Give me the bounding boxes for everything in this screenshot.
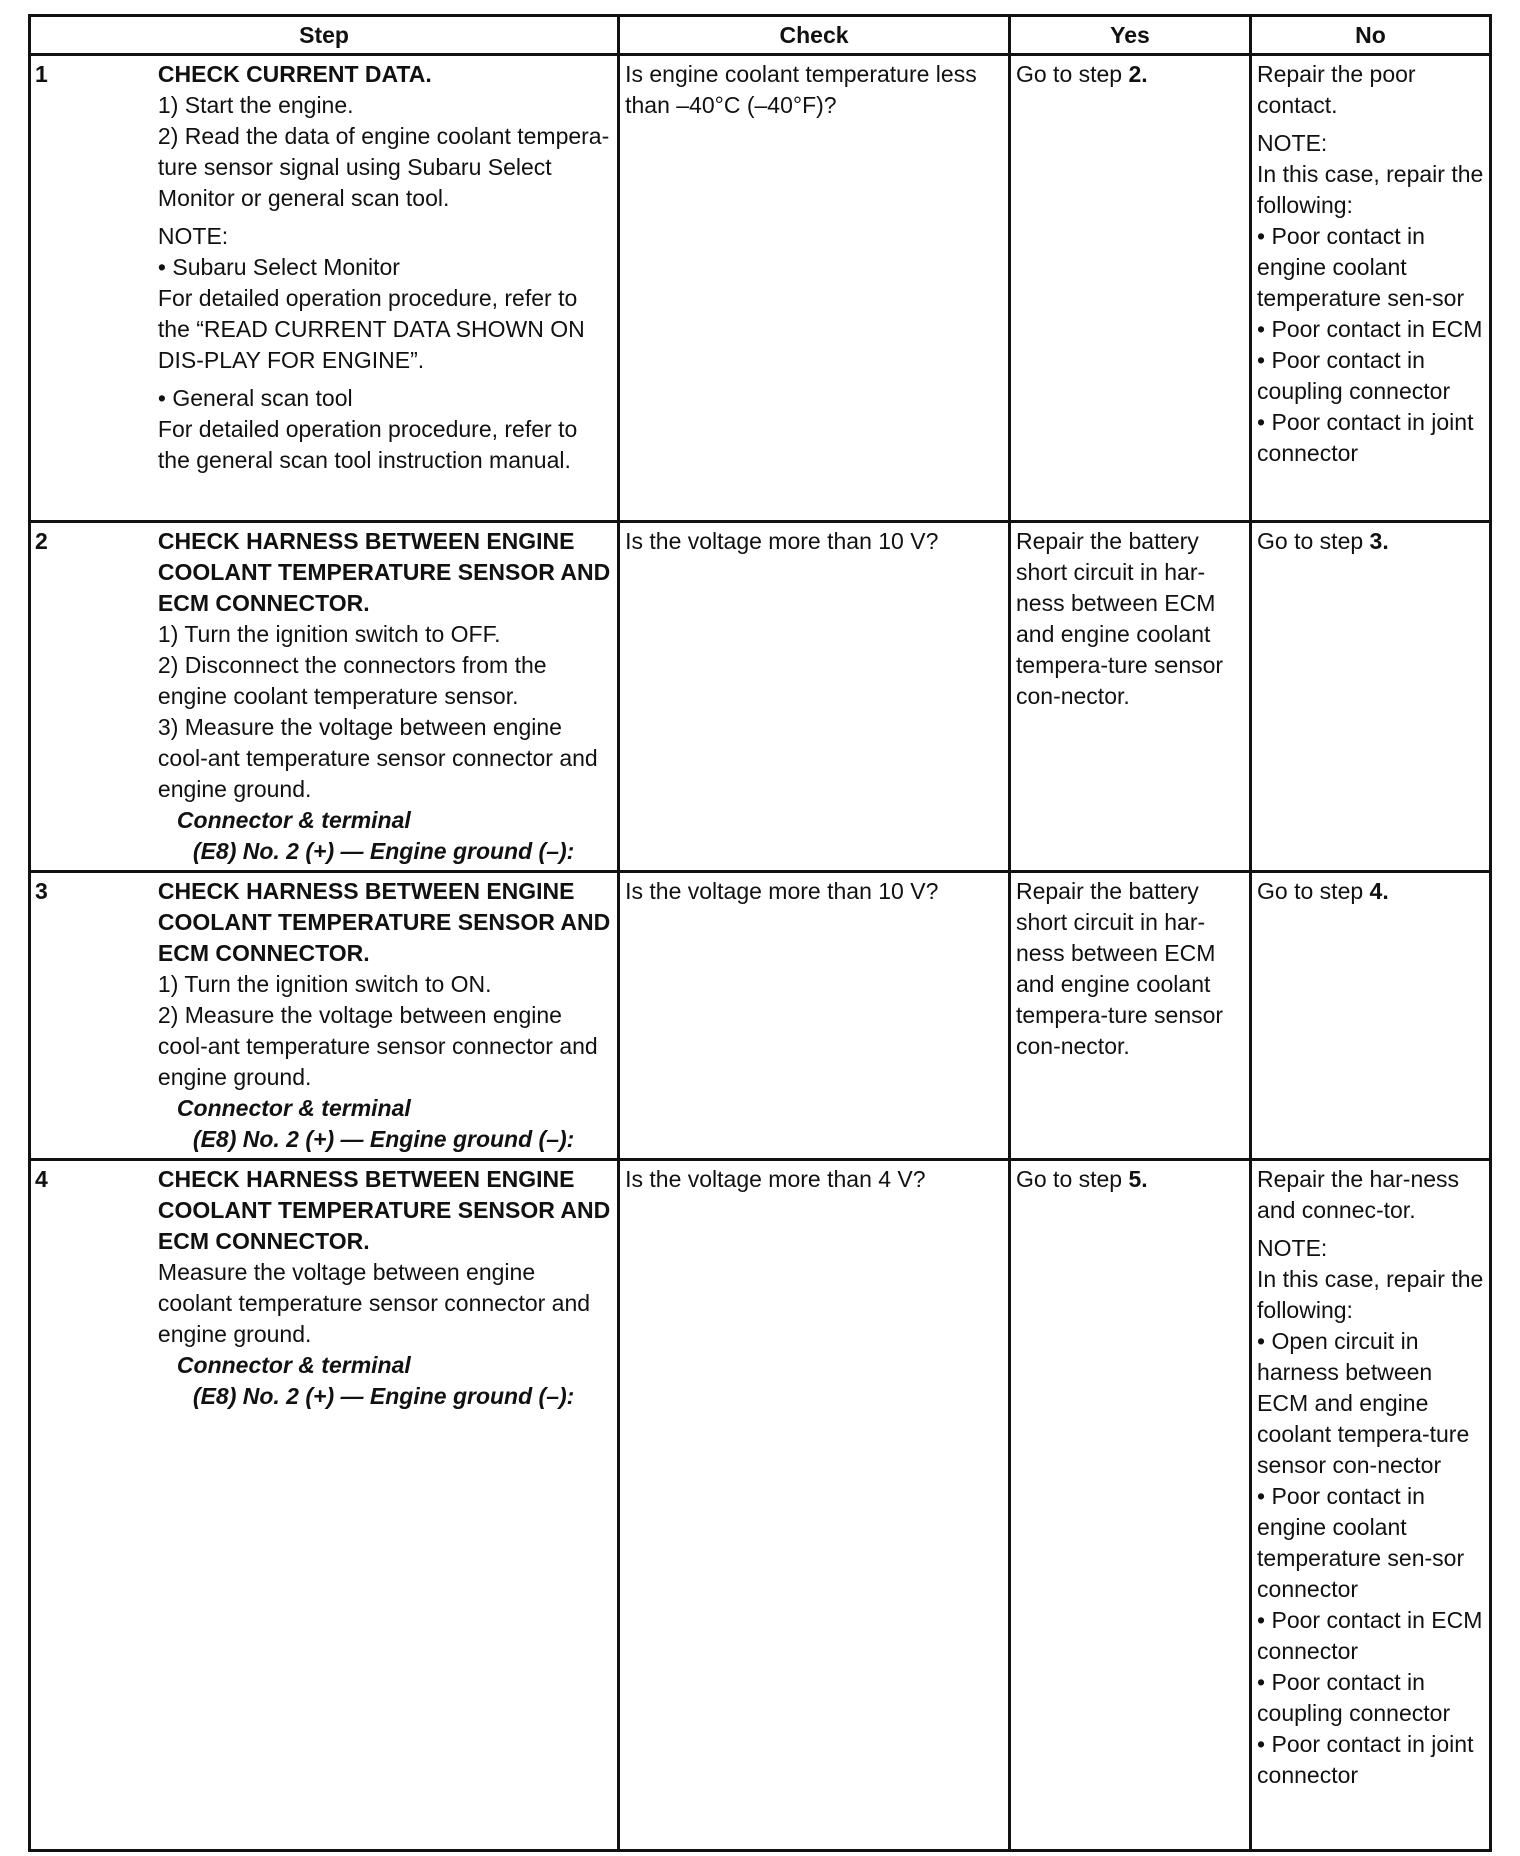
diagnostic-table [28, 14, 1492, 1852]
no-cell [1251, 55, 1491, 522]
note-line: For detailed operation procedure, refer to the general scan tool instruction manual. [157, 416, 578, 473]
yes-cell [1009, 55, 1250, 522]
step-title: CHECK HARNESS BETWEEN ENGINE COOLANT TEMPERATURE SENSOR AND ECM CONNECTOR. [157, 1166, 611, 1254]
note-line: • Subaru Select Monitor [157, 254, 400, 280]
header-check: Check [619, 16, 1010, 55]
note-line: For detailed operation procedure, refer to the “READ CURRENT DATA SHOWN ON DIS-PLAY FOR ENGINE”. [157, 285, 585, 373]
header-step: Step [30, 16, 619, 55]
no-line: • Poor contact in coupling connector [1257, 347, 1451, 404]
yes-cell [1009, 1160, 1250, 1851]
connector-terminal: (E8) No. 2 (+) — Engine ground (–): [192, 1383, 575, 1409]
yes-cell: Repair the battery short circuit in har-ness between ECM and engine coolant tempera-ture sensor con-nector. [1009, 872, 1250, 1160]
no-main: Repair the har-ness and connec-tor. [1257, 1166, 1460, 1223]
check-cell: Is the voltage more than 10 V? [619, 872, 1010, 1160]
no-line: • Poor contact in joint connector [1257, 409, 1474, 466]
table-row [30, 55, 1491, 522]
no-line: • Poor contact in coupling connector [1257, 1669, 1451, 1726]
step-description [158, 1160, 619, 1851]
check-cell: Is the voltage more than 4 V? [619, 1160, 1010, 1851]
step-line: 2) Measure the voltage between engine cool-ant temperature sensor connector and engine ground. [157, 1002, 598, 1090]
step-title: CHECK HARNESS BETWEEN ENGINE COOLANT TEMPERATURE SENSOR AND ECM CONNECTOR. [157, 528, 611, 616]
table-row [30, 1160, 1491, 1851]
step-number: 3 [30, 872, 158, 1160]
yes-step-ref: 2. [1128, 61, 1148, 87]
yes-prefix: Go to step [1015, 61, 1129, 87]
yes-step-ref: 5. [1128, 1166, 1148, 1192]
no-line: In this case, repair the following: [1257, 1266, 1484, 1323]
step-number: 1 [30, 55, 158, 522]
no-line: • Poor contact in ECM [1257, 316, 1483, 342]
header-no: No [1251, 16, 1491, 55]
no-step-ref: 4. [1369, 878, 1389, 904]
no-note-heading: NOTE: [1257, 130, 1328, 156]
step-line: 2) Disconnect the connectors from the engine coolant temperature sensor. [157, 652, 547, 709]
connector-label: Connector & terminal [176, 807, 411, 833]
step-number: 2 [30, 522, 158, 872]
connector-terminal: (E8) No. 2 (+) — Engine ground (–): [192, 1126, 575, 1152]
header-row [30, 16, 1491, 55]
no-line: • Poor contact in engine coolant temperature sen-sor connector [1257, 1483, 1465, 1602]
step-line: 1) Turn the ignition switch to OFF. [157, 621, 501, 647]
step-line: 1) Turn the ignition switch to ON. [157, 971, 492, 997]
connector-label: Connector & terminal [176, 1095, 411, 1121]
step-title: CHECK HARNESS BETWEEN ENGINE COOLANT TEMPERATURE SENSOR AND ECM CONNECTOR. [157, 878, 611, 966]
note-heading: NOTE: [157, 223, 229, 249]
header-yes: Yes [1009, 16, 1250, 55]
step-line: 1) Start the engine. [157, 92, 354, 118]
no-cell [1251, 872, 1491, 1160]
no-line: • Poor contact in engine coolant temperature sen-sor [1257, 223, 1465, 311]
step-title: CHECK CURRENT DATA. [157, 61, 432, 87]
step-line: 2) Read the data of engine coolant tempera-ture sensor signal using Subaru Select Monitor or general scan tool. [157, 123, 610, 211]
no-main: Repair the poor contact. [1257, 61, 1416, 118]
table-row [30, 872, 1491, 1160]
connector-terminal: (E8) No. 2 (+) — Engine ground (–): [192, 838, 575, 864]
no-line: • Open circuit in harness between ECM and engine coolant tempera-ture sensor con-nector [1257, 1328, 1470, 1478]
no-cell [1251, 1160, 1491, 1851]
no-prefix: Go to step [1257, 528, 1370, 554]
yes-cell: Repair the battery short circuit in har-ness between ECM and engine coolant tempera-ture sensor con-nector. [1009, 522, 1250, 872]
step-number: 4 [30, 1160, 158, 1851]
check-cell: Is the voltage more than 10 V? [619, 522, 1010, 872]
step-description [158, 55, 619, 522]
no-step-ref: 3. [1369, 528, 1389, 554]
no-cell [1251, 522, 1491, 872]
no-line: • Poor contact in joint connector [1257, 1731, 1474, 1788]
table-row [30, 522, 1491, 872]
step-line: Measure the voltage between engine coolant temperature sensor connector and engine ground. [157, 1259, 591, 1347]
connector-label: Connector & terminal [176, 1352, 411, 1378]
no-note-heading: NOTE: [1257, 1235, 1328, 1261]
no-line: In this case, repair the following: [1257, 161, 1484, 218]
step-description [158, 522, 619, 872]
note-line: • General scan tool [157, 385, 353, 411]
no-prefix: Go to step [1257, 878, 1370, 904]
check-cell: Is engine coolant temperature less than –40°C (–40°F)? [619, 55, 1010, 522]
yes-prefix: Go to step [1015, 1166, 1129, 1192]
no-line: • Poor contact in ECM connector [1257, 1607, 1483, 1664]
step-line: 3) Measure the voltage between engine cool-ant temperature sensor connector and engine ground. [157, 714, 598, 802]
step-description [158, 872, 619, 1160]
